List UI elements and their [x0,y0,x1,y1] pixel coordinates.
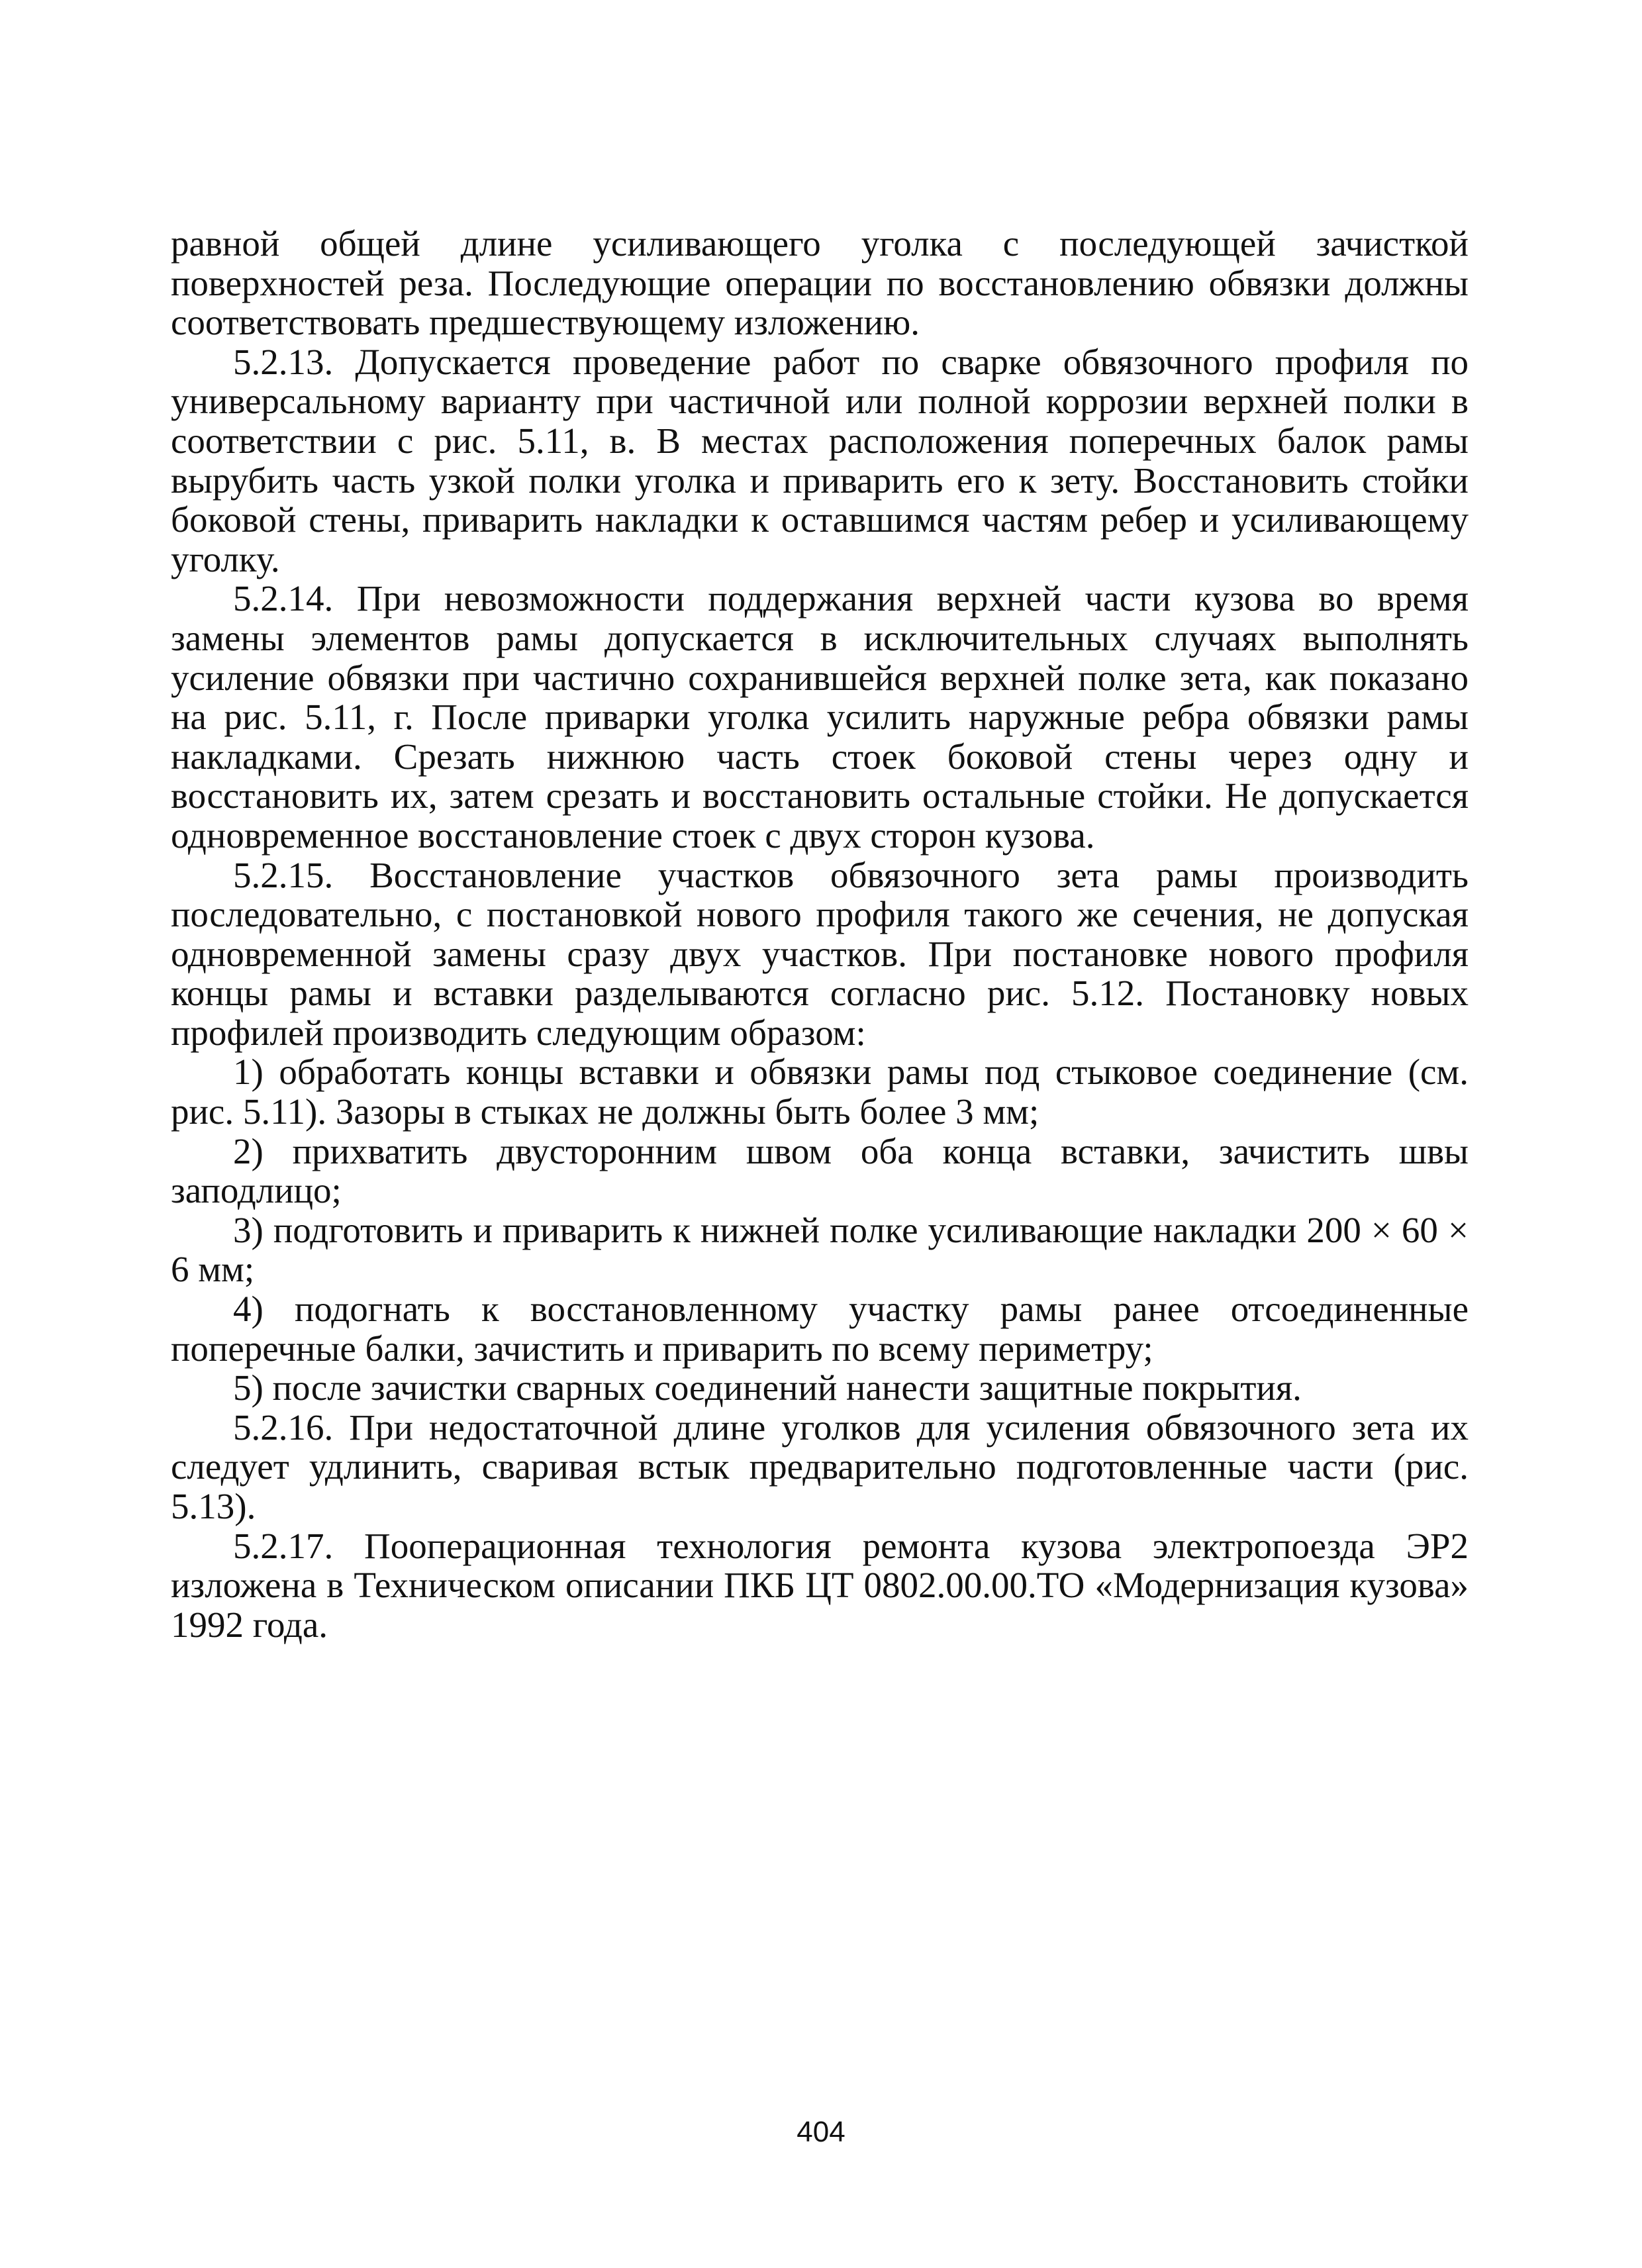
page-number: 404 [797,2116,845,2148]
list-item-4: 4) подогнать к восстановленному участку рамы ранее отсоединенные поперечные балки, зачистить и приварить по всему периметру; [171,1289,1469,1369]
list-item-2: 2) прихватить двусторонним швом оба конца вставки, зачистить швы заподлицо; [171,1130,1469,1211]
paragraph-5-2-16: 5.2.16. При недостаточной длине уголков для усиления обвязочного зета их следует удлинить, сваривая встык предварительно подготовленные части (рис. 5.13). [171,1406,1469,1526]
body-text [171,224,1469,1644]
list-item-3: 3) подготовить и приварить к нижней полке усиливающие накладки 200 × 60 × 6 мм; [171,1209,1469,1290]
paragraph-5-2-15: 5.2.15. Восстановление участков обвязочного зета рамы производить последовательно, с постановкой нового профиля такого же сечения, не допуская одновременной замены сразу двух участков. При постановке нового профиля концы рамы и вставки разделываются согласно рис. 5.12. Постановку новых профилей производить следующим образом: [171,854,1469,1053]
paragraph-5-2-14: 5.2.14. При невозможности поддержания верхней части кузова во время замены элементов рамы допускается в исключительных случаях выполнять усиление обвязки при частично сохранившейся верхней полке зета, как показано на рис. 5.11, г. После приварки уголка усилить наружные ребра обвязки рамы накладками. Срезать нижнюю часть стоек боковой стены через одну и восстановить их, затем срезать и восстановить остальные стойки. Не допускается одновременное восстановление стоек с двух сторон кузова. [171,578,1469,856]
paragraph-continuation: равной общей длине усиливающего уголка с последующей зачисткой поверхностей реза. Последующие операции по восстановлению обвязки должны соответствовать предшествующему изложению. [171,223,1469,343]
list-item-1: 1) обработать концы вставки и обвязки рамы под стыковое соединение (см. рис. 5.11). Зазоры в стыках не должны быть более 3 мм; [171,1052,1469,1132]
list-item-5: 5) после зачистки сварных соединений нанести защитные покрытия. [233,1367,1302,1408]
paragraph-5-2-13: 5.2.13. Допускается проведение работ по сварке обвязочного профиля по универсальному варианту при частичной или полной коррозии верхней полки в соответствии с рис. 5.11, в. В местах расположения поперечных балок рамы вырубить часть узкой полки уголка и приварить его к зету. Восстановить стойки боковой стены, приварить накладки к оставшимся частям ребер и усиливающему уголку. [171,341,1469,579]
paragraph-5-2-17: 5.2.17. Пооперационная технология ремонта кузова электропоезда ЭР2 изложена в Техническом описании ПКБ ЦТ 0802.00.00.ТО «Модернизация кузова» 1992 года. [171,1525,1469,1645]
